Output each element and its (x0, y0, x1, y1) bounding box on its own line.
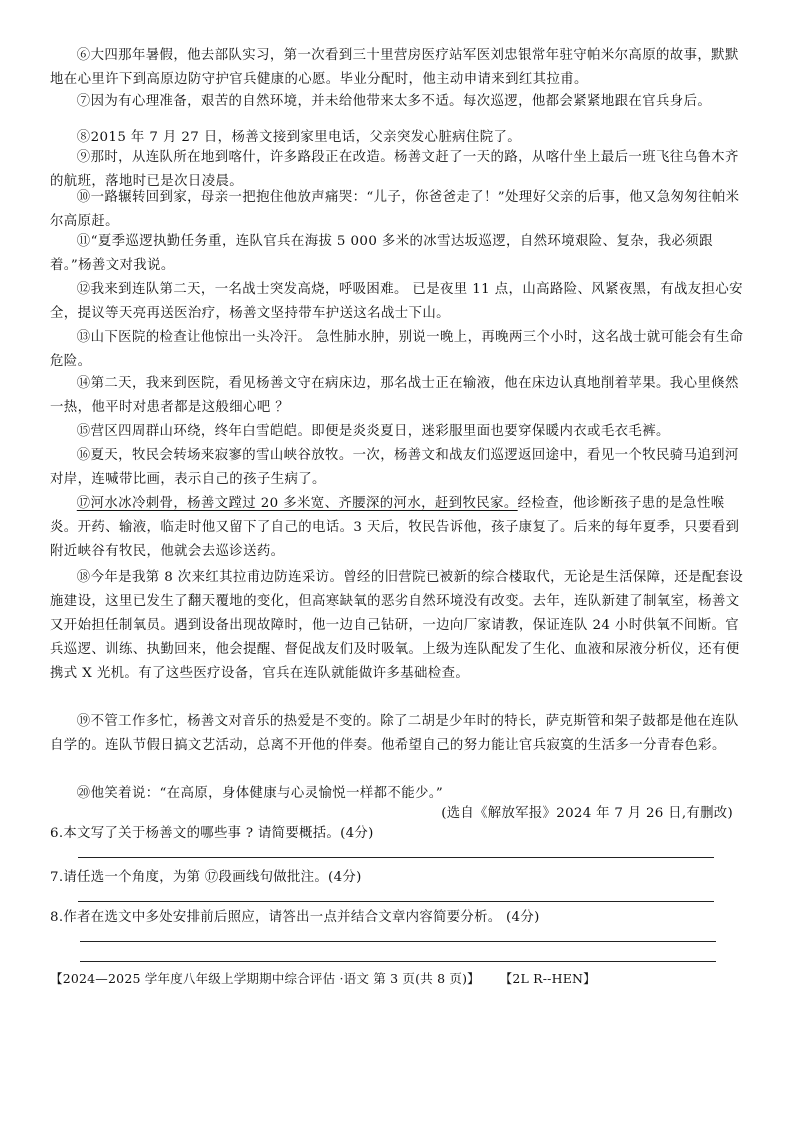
paragraph-19: ⑲不管工作多忙，杨善文对音乐的热爱是不变的。除了二胡是少年时的特长，萨克斯管和架子鼓都是他在连队自学的。连队节假日搞文艺活动，总离不开他的伴奏。他希望自己的努力能让官兵寂寞的生活多一分青春色彩。 (50, 714, 739, 753)
paragraph-16: ⑯夏天，牧民会转场来寂寥的雪山峡谷放牧。一次，杨善文和战友们巡逻返回途中，看见一个牧民骑马追到河对岸，连喊带比画，表示自己的孩子生病了。 (50, 448, 739, 487)
page-footer (50, 968, 750, 990)
paragraph-15: ⑮营区四周群山环绕，终年白雪皑皑。即便是炎炎夏日，迷彩服里面也要穿保暖内衣或毛衣毛裤。 (76, 424, 670, 439)
paragraph-12: ⑫我来到连队第二天，一名战士突发高烧，呼吸困难。 已是夜里 11 点，山高路险、风紧夜黑，有战友担心安全，提议等天亮再送医治疗，杨善文坚持带车护送这名战士下山。 (50, 282, 743, 321)
question-6: 6.本文写了关于杨善文的哪些事 ? 请简要概括。(4分) (50, 826, 374, 841)
paragraph-18: ⑱今年是我第 8 次来红其拉甫边防连采访。曾经的旧营院已被新的综合楼取代，无论是生活保障，还是配套设施建设，这里已发生了翻天覆地的变化，但高寒缺氧的恶劣自然环境没有改变。去年，连队新建了制氧室，杨善文又开始担任制氧员。遇到设备出现故障时，他一边自己钻研，一边向厂家请教，保证连队 24 小时供氧不间断。官兵巡逻、训练、执勤回来，他会提醒、督促战友们及时吸氧。上级为连队配发了生化、血液和尿液分析仪，还有便携式 X 光机。有了这些医疗设备，官兵在连队就能做许多基础检查。 (50, 570, 744, 681)
question-8: 8.作者在选文中多处安排前后照应，请答出一点并结合文章内容简要分析。 (4分) (50, 910, 540, 925)
footer-code: 【2L R--HEN】 (505, 971, 596, 986)
paragraph-14: ⑭第二天，我来到医院，看见杨善文守在病床边，那名战士正在输液，他在床边认真地削着苹果。我心里倏然一热，他平时对患者都是这般细心吧 ？ (50, 376, 739, 415)
paragraph-17-rest: 经检查，他诊断孩子患的是急性喉炎。开药、输液，临走时他又留下了自己的电话。3 天后，牧民告诉他，孩子康复了。后来的每年夏季，只要看到附近峡谷有牧民，他就会去巡诊送药。 (50, 496, 740, 559)
paragraph-17 (50, 492, 750, 564)
answer-line-q8-2[interactable] (80, 961, 716, 962)
paragraph-6: ⑥大四那年暑假，他去部队实习，第一次看到三十里营房医疗站军医刘忠银常年驻守帕米尔高原的故事，默默地在心里许下到高原边防守护官兵健康的心愿。毕业分配时，他主动申请来到红其拉甫。 (50, 48, 739, 87)
paragraph-10: ⑩一路辗转回到家，母亲一把抱住他放声痛哭：“儿子，你爸爸走了！”处理好父亲的后事，他又急匆匆往帕米尔高原赶。 (50, 190, 740, 229)
question-7: 7.请任选一个角度，为第 ⑰段画线句做批注。(4分) (50, 870, 362, 885)
paragraph-7: ⑦因为有心理准备，艰苦的自然环境，并未给他带来太多不适。每次巡逻，他都会紧紧地跟在官兵身后。 (76, 94, 712, 109)
underlined-sentence: ⑰河水冰冷刺骨，杨善文蹚过 20 多米宽、齐腰深的河水，赶到牧民家。 (76, 496, 518, 511)
paragraph-13: ⑬山下医院的检查让他惊出一头冷汗。 急性肺水肿，别说一晚上，再晚两三个小时，这名战士就可能会有生命危险。 (50, 330, 744, 369)
answer-line-q8-1[interactable] (80, 941, 716, 942)
paragraph-8: ⑧2015 年 7 月 27 日，杨善文接到家里电话，父亲突发心脏病住院了。 (76, 130, 522, 145)
paragraph-20: ⑳他笑着说：“在高原，身体健康与心灵愉悦一样都不能少。” (76, 786, 444, 801)
source-citation: (选自《解放军报》2024 年 7 月 26 日,有删改) (441, 806, 733, 821)
paragraph-9: ⑨那时，从连队所在地到喀什，许多路段正在改造。杨善文赶了一天的路，从喀什坐上最后一班飞往乌鲁木齐的航班，落地时已是次日凌晨。 (50, 150, 739, 189)
paragraph-11: ⑪“夏季巡逻执勤任务重，连队官兵在海拔 5 000 多米的冰雪达坂巡逻，自然环境艰险、复杂，我必须跟着。”杨善文对我说。 (50, 234, 713, 273)
answer-line-q7[interactable] (78, 901, 714, 902)
answer-line-q6[interactable] (78, 857, 714, 858)
footer-text: 【2024—2025 学年度八年级上学期期中综合评估 ·语文 第 3 页(共 8 页)】 (50, 971, 480, 986)
